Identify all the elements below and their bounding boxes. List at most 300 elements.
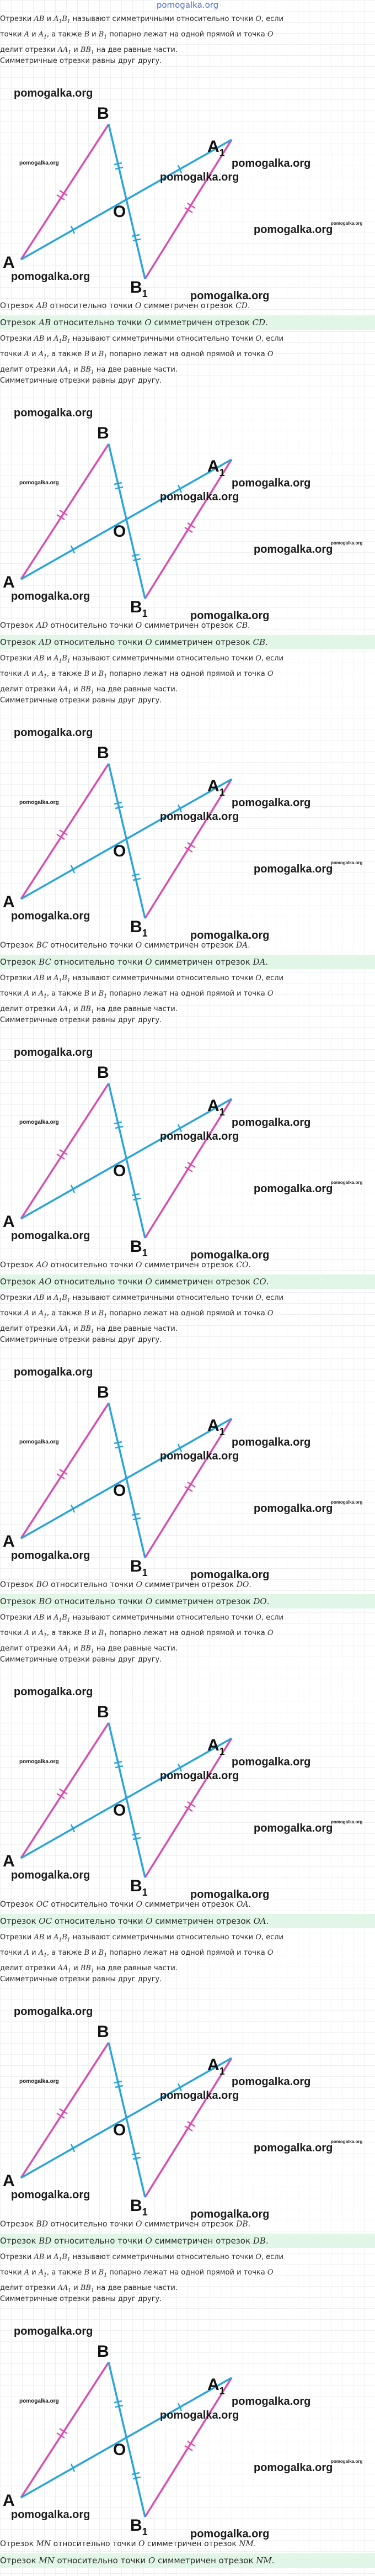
definition-line-4: Симметричные отрезки равны друг другу. xyxy=(0,57,162,65)
symmetry-figure xyxy=(0,1061,232,1258)
watermark-text: pomogalka.org xyxy=(14,407,93,419)
math-symbol: A xyxy=(24,670,30,678)
math-symbol: O xyxy=(267,1949,274,1957)
watermark-text: pomogalka.org xyxy=(190,1249,270,1261)
label-A: A xyxy=(3,253,15,272)
math-symbol: MN xyxy=(39,2556,55,2566)
tick-mark xyxy=(114,1442,122,1443)
math-symbol: AB xyxy=(34,654,45,663)
label-B: B xyxy=(97,1383,109,1401)
definition-line-3: делит отрезки $AA_1$ и $BB_1$ на две равные части. xyxy=(0,46,178,56)
watermark-text: pomogalka.org xyxy=(19,480,59,486)
math-symbol: $A_1B_1$ xyxy=(53,1294,71,1304)
segment-A-B xyxy=(21,2043,109,2178)
symmetry-diagram xyxy=(0,102,232,299)
definition-line-1: Отрезки AB и $A_1B_1$ называют симметричными относительно точки O, если xyxy=(0,1614,284,1623)
symmetry-figure xyxy=(0,2020,232,2218)
exercise-section xyxy=(0,2249,375,2569)
label-O: O xyxy=(113,842,126,860)
definition-line-2: точки A и $A_1$, а также B и $B_1$ попарно лежат на одной прямой и точка O xyxy=(0,2268,274,2278)
math-symbol: AO xyxy=(36,1261,49,1270)
tick-mark xyxy=(115,1766,123,1768)
math-symbol: O xyxy=(255,1933,261,1942)
symmetry-diagram xyxy=(0,1701,232,1898)
math-symbol: $AA_1$ xyxy=(57,1964,72,1974)
label-O: O xyxy=(113,2441,126,2459)
watermark-text: pomogalka.org xyxy=(14,1046,93,1059)
label-B: B xyxy=(97,744,109,762)
label-A1: $A_1$ xyxy=(207,2056,225,2077)
watermark-text: pomogalka.org xyxy=(11,2189,90,2201)
answer-highlight: Отрезок OC относительно точки O симметричен отрезок OA. xyxy=(0,1914,375,1928)
tick-mark xyxy=(133,239,141,241)
definition-line-1: Отрезки AB и $A_1B_1$ называют симметричными относительно точки O, если xyxy=(0,15,284,25)
math-symbol: $A_1B_1$ xyxy=(53,335,71,345)
definition-line-3: делит отрезки $AA_1$ и $BB_1$ на две равные части. xyxy=(0,2284,178,2294)
segment-B-B1 xyxy=(109,764,145,918)
watermark-text: pomogalka.org xyxy=(160,2409,239,2421)
tick-mark xyxy=(133,879,141,880)
math-symbol: B xyxy=(84,1309,90,1318)
label-B: B xyxy=(97,2023,109,2041)
math-symbol: $B_1$ xyxy=(98,1949,108,1959)
tick-mark xyxy=(114,1762,122,1763)
definition-line-3: делит отрезки $AA_1$ и $BB_1$ на две равные части. xyxy=(0,1005,178,1015)
math-symbol: O xyxy=(267,990,274,998)
definition-line-2: точки A и $A_1$, а также B и $B_1$ попарно лежат на одной прямой и точка O xyxy=(0,1949,274,1959)
answer-text: Отрезок BD относительно точки O симметричен отрезок DB. xyxy=(0,2220,251,2229)
math-symbol: AB xyxy=(34,15,45,23)
watermark-text: pomogalka.org xyxy=(190,610,270,622)
exercise-section xyxy=(0,650,375,970)
definition-line-1: Отрезки AB и $A_1B_1$ называют симметричными относительно точки O, если xyxy=(0,1294,284,1304)
math-symbol: A xyxy=(24,1309,30,1318)
watermark-text: pomogalka.org xyxy=(254,1822,333,1834)
tick-mark xyxy=(133,1198,141,1200)
definition-line-2: точки A и $A_1$, а также B и $B_1$ попарно лежат на одной прямой и точка O xyxy=(0,30,274,40)
math-symbol: AB xyxy=(36,301,47,310)
symmetry-diagram xyxy=(0,1381,232,1578)
label-A1: $A_1$ xyxy=(207,777,225,798)
segment-A-B xyxy=(21,764,109,899)
tick-mark xyxy=(114,483,122,484)
math-symbol: NM xyxy=(239,2540,254,2548)
math-symbol: OC xyxy=(36,1900,49,1909)
math-symbol: O xyxy=(255,2253,261,2261)
watermark-text: pomogalka.org xyxy=(19,800,59,806)
exercise-section xyxy=(0,1929,375,2249)
tick-mark xyxy=(115,2405,123,2407)
math-symbol: AB xyxy=(34,1614,45,1622)
watermark-text: pomogalka.org xyxy=(331,541,363,546)
math-symbol: O xyxy=(136,1580,142,1589)
math-symbol: $BB_1$ xyxy=(80,46,94,56)
label-A: A xyxy=(3,2172,15,2190)
watermark-text: pomogalka.org xyxy=(190,1889,270,1901)
math-symbol: O xyxy=(267,350,274,358)
watermark-text: pomogalka.org xyxy=(190,2528,270,2540)
math-symbol: O xyxy=(138,2540,145,2548)
math-symbol: $BB_1$ xyxy=(80,1964,94,1974)
math-symbol: $AA_1$ xyxy=(57,2284,72,2294)
label-B: B xyxy=(97,1064,109,1082)
definition-line-3: делит отрезки $AA_1$ и $BB_1$ на две равные части. xyxy=(0,1964,178,1974)
math-symbol: $B_1$ xyxy=(98,1309,108,1319)
watermark-text: pomogalka.org xyxy=(331,2459,363,2464)
math-symbol: CD xyxy=(235,301,248,310)
math-symbol: B xyxy=(84,1949,90,1957)
definition-line-1: Отрезки AB и $A_1B_1$ называют симметричными относительно точки O, если xyxy=(0,654,284,664)
symmetry-diagram xyxy=(0,742,232,939)
math-symbol: O xyxy=(135,2220,142,2229)
watermark-text: pomogalka.org xyxy=(232,157,311,170)
math-symbol: O xyxy=(255,1614,261,1622)
tick-mark xyxy=(132,2153,140,2155)
symmetry-diagram xyxy=(0,2340,232,2537)
segment-B-B1 xyxy=(109,444,145,599)
definition-line-1: Отрезки AB и $A_1B_1$ называют симметричными относительно точки O, если xyxy=(0,335,284,345)
label-B1: $B_1$ xyxy=(130,1557,148,1578)
symmetry-figure xyxy=(0,2340,232,2537)
math-symbol: O xyxy=(267,1629,274,1637)
answer-text: Отрезок AO относительно точки O симметричен отрезок CO. xyxy=(0,1261,251,1270)
symmetry-diagram xyxy=(0,2020,232,2218)
watermark-text: pomogalka.org xyxy=(190,290,270,302)
tick-mark xyxy=(133,1518,141,1520)
label-A1: $A_1$ xyxy=(207,137,225,158)
tick-mark xyxy=(114,1122,122,1124)
tick-mark xyxy=(132,1514,140,1515)
math-symbol: $BB_1$ xyxy=(80,1005,94,1015)
math-symbol: $BB_1$ xyxy=(80,366,94,375)
answer-highlight: Отрезок BO относительно точки O симметричен отрезок DO. xyxy=(0,1594,375,1609)
tick-mark xyxy=(132,1194,140,1196)
answer-highlight: Отрезок AD относительно точки O симметричен отрезок CB. xyxy=(0,635,375,649)
math-symbol: AD xyxy=(39,637,52,647)
segment-A-B xyxy=(21,1083,109,1219)
tick-mark xyxy=(115,807,123,808)
answer-text: Отрезок AB относительно точки O симметричен отрезок CD. xyxy=(0,301,250,310)
math-symbol: O xyxy=(136,1900,143,1909)
watermark-text: pomogalka.org xyxy=(232,797,311,809)
math-symbol: $A_1$ xyxy=(38,30,47,40)
math-symbol: O xyxy=(148,2556,156,2566)
math-symbol: A xyxy=(24,1949,30,1957)
tick-mark xyxy=(133,559,141,560)
tick-mark xyxy=(115,487,123,489)
math-symbol: B xyxy=(84,990,90,998)
math-symbol: A xyxy=(24,990,30,998)
watermark-text: pomogalka.org xyxy=(11,1549,90,1562)
watermark-text: pomogalka.org xyxy=(11,910,90,922)
label-A: A xyxy=(3,1852,15,1870)
math-symbol: $BB_1$ xyxy=(80,685,94,695)
label-A1: $A_1$ xyxy=(207,1736,225,1757)
label-A1: $A_1$ xyxy=(207,1416,225,1437)
site-header-link[interactable]: pomogalka.org xyxy=(156,0,219,10)
math-symbol: O xyxy=(255,654,261,663)
math-symbol: $BB_1$ xyxy=(80,1644,94,1654)
watermark-text: pomogalka.org xyxy=(254,1183,333,1195)
watermark-text: pomogalka.org xyxy=(331,221,363,226)
exercise-section xyxy=(0,11,375,331)
label-A: A xyxy=(3,893,15,911)
watermark-text: pomogalka.org xyxy=(331,860,363,865)
watermark-text: pomogalka.org xyxy=(19,1439,59,1445)
definition-line-4: Симметричные отрезки равны друг другу. xyxy=(0,1655,162,1664)
exercise-section xyxy=(0,1290,375,1610)
math-symbol: O xyxy=(267,670,274,678)
watermark-text: pomogalka.org xyxy=(19,2078,59,2085)
answer-text: Отрезок AD относительно точки O симметричен отрезок CB. xyxy=(0,621,250,630)
definition-line-2: точки A и $A_1$, а также B и $B_1$ попарно лежат на одной прямой и точка O xyxy=(0,1309,274,1319)
answer-highlight: Отрезок BC относительно точки O симметричен отрезок DA. xyxy=(0,955,375,969)
tick-mark xyxy=(132,2473,140,2474)
math-symbol: O xyxy=(267,30,274,39)
segment-B-B1 xyxy=(109,1403,145,1558)
watermark-text: pomogalka.org xyxy=(331,2139,363,2144)
math-symbol: $AA_1$ xyxy=(57,46,72,56)
math-symbol: AB xyxy=(39,318,51,327)
watermark-text: pomogalka.org xyxy=(14,2006,93,2018)
math-symbol: O xyxy=(135,301,142,310)
definition-line-4: Симметричные отрезки равны друг другу. xyxy=(0,1975,162,1983)
watermark-text: pomogalka.org xyxy=(254,543,333,556)
math-symbol: BO xyxy=(39,1596,52,1606)
math-symbol: AB xyxy=(34,1933,45,1942)
label-B1: $B_1$ xyxy=(130,2516,148,2537)
math-symbol: O xyxy=(255,335,261,343)
math-symbol: $A_1B_1$ xyxy=(53,1933,71,1943)
watermark-text: pomogalka.org xyxy=(11,271,90,283)
label-B1: $B_1$ xyxy=(130,598,148,619)
math-symbol: $A_1$ xyxy=(38,1629,47,1639)
math-symbol: O xyxy=(144,318,152,327)
definition-line-3: делит отрезки $AA_1$ и $BB_1$ на две равные части. xyxy=(0,685,178,695)
math-symbol: B xyxy=(84,1629,90,1637)
watermark-text: pomogalka.org xyxy=(160,2090,239,2102)
watermark-text: pomogalka.org xyxy=(254,863,333,875)
definition-line-3: делит отрезки $AA_1$ и $BB_1$ на две равные части. xyxy=(0,366,178,375)
math-symbol: $AA_1$ xyxy=(57,1644,72,1654)
watermark-text: pomogalka.org xyxy=(160,1450,239,1462)
math-symbol: $AA_1$ xyxy=(57,1325,72,1335)
math-symbol: CO xyxy=(236,1261,249,1270)
math-symbol: A xyxy=(24,30,30,39)
tick-mark xyxy=(115,167,123,169)
segment-B-B1 xyxy=(109,2043,145,2197)
math-symbol: DB xyxy=(236,2220,248,2229)
label-O: O xyxy=(113,2121,126,2139)
tick-mark xyxy=(133,1838,141,1839)
math-symbol: AB xyxy=(34,335,45,343)
watermark-text: pomogalka.org xyxy=(11,1869,90,1881)
definition-line-1: Отрезки AB и $A_1B_1$ называют симметричными относительно точки O, если xyxy=(0,974,284,984)
watermark-text: pomogalka.org xyxy=(331,1500,363,1505)
label-O: O xyxy=(113,522,126,541)
watermark-text: pomogalka.org xyxy=(11,590,90,602)
math-symbol: BC xyxy=(39,957,52,967)
watermark-text: pomogalka.org xyxy=(160,491,239,503)
math-symbol: BD xyxy=(39,2236,52,2246)
math-symbol: DO xyxy=(253,1596,267,1606)
math-symbol: $A_1B_1$ xyxy=(53,2253,71,2263)
label-B1: $B_1$ xyxy=(130,918,148,939)
watermark-text: pomogalka.org xyxy=(160,1770,239,1782)
math-symbol: $A_1B_1$ xyxy=(53,1614,71,1623)
definition-line-2: точки A и $A_1$, а также B и $B_1$ попарно лежат на одной прямой и точка O xyxy=(0,670,274,680)
math-symbol: $A_1B_1$ xyxy=(53,974,71,984)
math-symbol: O xyxy=(145,637,152,647)
answer-highlight: Отрезок AB относительно точки O симметричен отрезок CD. xyxy=(0,315,375,330)
math-symbol: O xyxy=(255,15,261,23)
definition-line-4: Симметричные отрезки равны друг другу. xyxy=(0,1016,162,1024)
math-symbol: DO xyxy=(236,1580,249,1589)
math-symbol: $AA_1$ xyxy=(57,685,72,695)
math-symbol: $B_1$ xyxy=(98,30,108,40)
segment-A-B xyxy=(21,444,109,579)
watermark-text: pomogalka.org xyxy=(14,727,93,739)
math-symbol: CB xyxy=(253,637,266,647)
label-A1: $A_1$ xyxy=(207,1097,225,1118)
answer-highlight: Отрезок AO относительно точки O симметричен отрезок CO. xyxy=(0,1274,375,1289)
math-symbol: B xyxy=(84,670,90,678)
label-O: O xyxy=(113,1801,126,1819)
math-symbol: $B_1$ xyxy=(98,2268,108,2278)
tick-mark xyxy=(133,2157,141,2159)
exercise-section xyxy=(0,970,375,1290)
definition-line-2: точки A и $A_1$, а также B и $B_1$ попарно лежат на одной прямой и точка O xyxy=(0,990,274,999)
math-symbol: NM xyxy=(256,2556,272,2566)
segment-B-B1 xyxy=(109,2362,145,2517)
segment-A-B xyxy=(21,1403,109,1538)
label-O: O xyxy=(113,203,126,221)
watermark-text: pomogalka.org xyxy=(11,1230,90,1242)
tick-mark xyxy=(115,2086,123,2087)
math-symbol: OA xyxy=(236,1900,249,1909)
label-B1: $B_1$ xyxy=(130,1877,148,1898)
watermark-text: pomogalka.org xyxy=(14,87,93,99)
definition-line-1: Отрезки AB и $A_1B_1$ называют симметричными относительно точки O, если xyxy=(0,1933,284,1943)
math-symbol: O xyxy=(146,1916,153,1926)
math-symbol: AD xyxy=(36,621,48,630)
segment-B-B1 xyxy=(109,124,145,279)
watermark-text: pomogalka.org xyxy=(19,2398,59,2404)
answer-highlight: Отрезок BD относительно точки O симметричен отрезок DB. xyxy=(0,2234,375,2248)
segment-A-B xyxy=(21,124,109,260)
label-B1: $B_1$ xyxy=(130,2197,148,2218)
tick-mark xyxy=(133,2477,141,2479)
watermark-text: pomogalka.org xyxy=(331,1819,363,1824)
watermark-text: pomogalka.org xyxy=(232,1117,311,1129)
exercise-section xyxy=(0,1610,375,1929)
segment-B-B1 xyxy=(109,1083,145,1238)
label-A1: $A_1$ xyxy=(207,457,225,478)
math-symbol: $A_1B_1$ xyxy=(53,654,71,664)
math-symbol: BO xyxy=(36,1580,49,1589)
math-symbol: $A_1$ xyxy=(38,670,47,680)
tick-mark xyxy=(115,1446,123,1448)
label-A1: $A_1$ xyxy=(207,2376,225,2397)
math-symbol: $A_1$ xyxy=(38,350,47,360)
symmetry-diagram xyxy=(0,422,232,619)
math-symbol: A xyxy=(24,350,30,358)
math-symbol: OA xyxy=(253,1916,266,1926)
math-symbol: O xyxy=(267,2268,274,2277)
watermark-text: pomogalka.org xyxy=(232,2395,311,2408)
math-symbol: DA xyxy=(253,957,266,967)
definition-line-4: Симметричные отрезки равны друг другу. xyxy=(0,377,162,385)
answer-text: Отрезок BO относительно точки O симметричен отрезок DO. xyxy=(0,1580,251,1589)
watermark-text: pomogalka.org xyxy=(160,1130,239,1142)
label-A: A xyxy=(3,573,15,591)
watermark-text: pomogalka.org xyxy=(232,477,311,489)
definition-line-2: точки A и $A_1$, а также B и $B_1$ попарно лежат на одной прямой и точка O xyxy=(0,350,274,360)
math-symbol: $A_1$ xyxy=(38,1949,47,1959)
math-symbol: O xyxy=(145,1277,152,1287)
tick-mark xyxy=(115,1126,123,1128)
label-O: O xyxy=(113,1162,126,1180)
watermark-text: pomogalka.org xyxy=(14,1686,93,1698)
symmetry-figure xyxy=(0,1701,232,1898)
watermark-text: pomogalka.org xyxy=(160,171,239,183)
watermark-text: pomogalka.org xyxy=(232,1756,311,1768)
math-symbol: A xyxy=(24,1629,30,1637)
math-symbol: B xyxy=(84,30,90,39)
math-symbol: $A_1$ xyxy=(38,2268,47,2278)
label-B1: $B_1$ xyxy=(130,1237,148,1258)
definition-line-4: Симметричные отрезки равны друг другу. xyxy=(0,1336,162,1344)
segment-B-B1 xyxy=(109,1723,145,1877)
math-symbol: O xyxy=(267,1309,274,1318)
watermark-text: pomogalka.org xyxy=(19,160,59,166)
tick-mark xyxy=(132,1833,140,1835)
math-symbol: AB xyxy=(34,1294,45,1302)
math-symbol: $BB_1$ xyxy=(80,1325,94,1335)
definition-line-3: делит отрезки $AA_1$ и $BB_1$ на две равные части. xyxy=(0,1644,178,1654)
math-symbol: O xyxy=(255,1294,261,1302)
math-symbol: AB xyxy=(34,974,45,982)
math-symbol: O xyxy=(145,957,152,967)
math-symbol: DA xyxy=(235,941,248,950)
watermark-text: pomogalka.org xyxy=(254,2142,333,2154)
answer-text: Отрезок BC относительно точки O симметричен отрезок DA. xyxy=(0,941,250,950)
math-symbol: B xyxy=(84,2268,90,2277)
label-A: A xyxy=(3,1532,15,1551)
math-symbol: O xyxy=(255,974,261,982)
label-B: B xyxy=(97,2342,109,2361)
math-symbol: O xyxy=(136,1261,142,1270)
symmetry-diagram xyxy=(0,1061,232,1258)
symmetry-figure xyxy=(0,1381,232,1578)
tick-mark xyxy=(114,2081,122,2083)
math-symbol: AB xyxy=(34,2253,45,2261)
tick-mark xyxy=(132,554,140,556)
watermark-text: pomogalka.org xyxy=(331,1180,363,1185)
watermark-text: pomogalka.org xyxy=(190,1569,270,1581)
watermark-text: pomogalka.org xyxy=(11,2509,90,2521)
exercise-section xyxy=(0,331,375,650)
math-symbol: $AA_1$ xyxy=(57,366,72,375)
tick-mark xyxy=(114,163,122,165)
segment-A-B xyxy=(21,1723,109,1858)
math-symbol: AO xyxy=(39,1277,52,1287)
label-B: B xyxy=(97,1703,109,1721)
watermark-text: pomogalka.org xyxy=(232,1436,311,1448)
label-B: B xyxy=(97,424,109,442)
math-symbol: B xyxy=(84,350,90,358)
answer-highlight: Отрезок MN относительно точки O симметричен отрезок NM. xyxy=(0,2553,375,2568)
